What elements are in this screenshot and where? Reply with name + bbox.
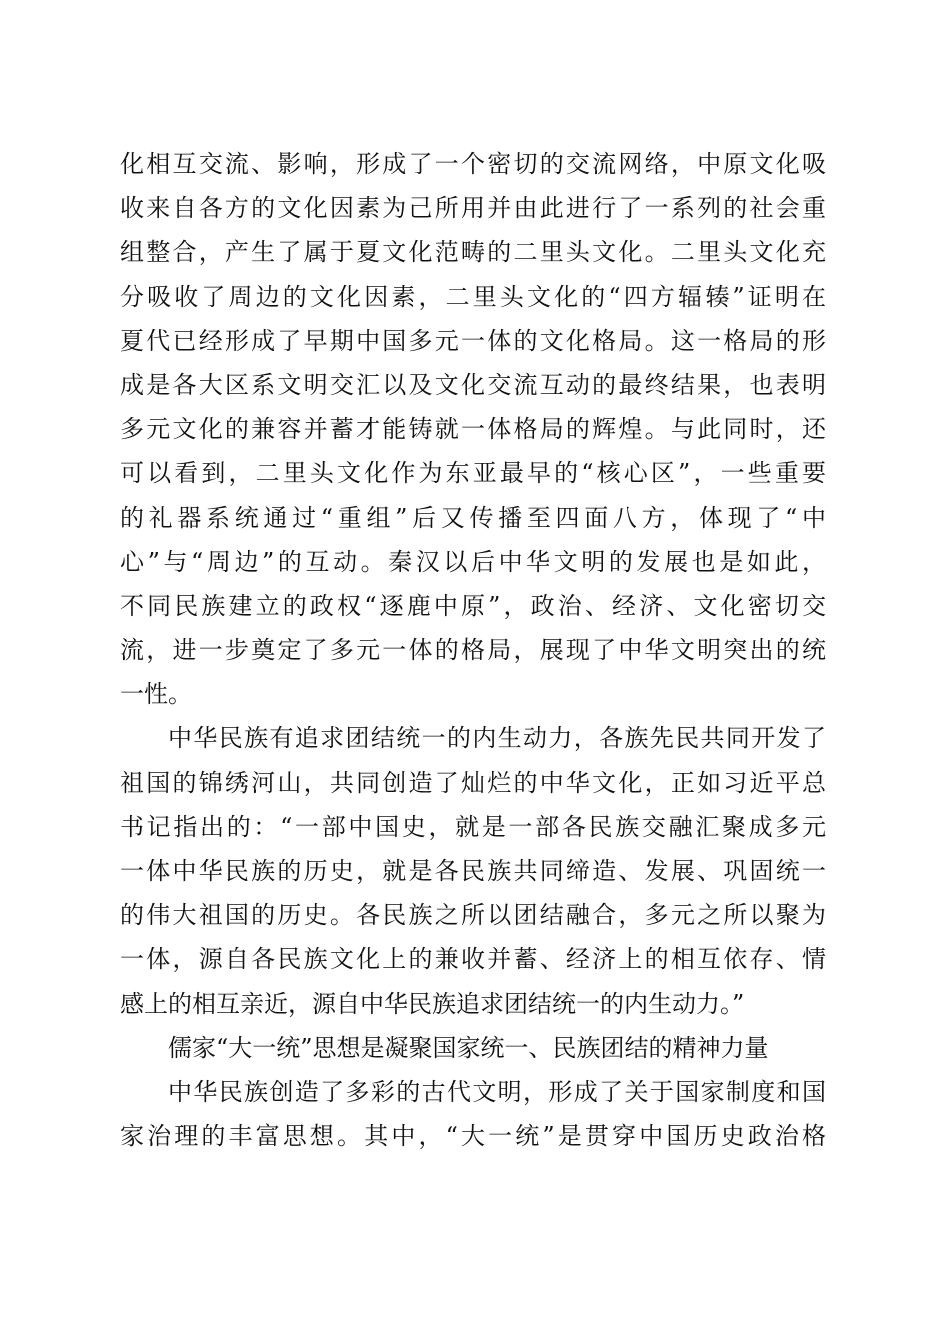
document-body [120,142,826,1158]
text-line: 感上的相互亲近，源自中华民族追求团结统一的内生动力。” [120,989,745,1018]
text-line: 可以看到，二里头文化作为东亚最早的“核心区”，一些重要 [120,459,826,488]
text-line: 的伟大祖国的历史。各民族之所以团结融合，多元之所以聚为 [120,901,826,930]
text-line: 中华民族有追求团结统一的内生动力，各族先民共同开发了 [168,724,826,753]
text-line: 一性。 [120,680,192,709]
text-line: 一体中华民族的历史，就是各民族共同缔造、发展、巩固统一 [120,857,826,885]
text-line: 书记指出的：“一部中国史，就是一部各民族交融汇聚成多元 [120,812,826,841]
text-line: 收来自各方的文化因素为己所用并由此进行了一系列的社会重 [120,194,826,223]
text-line: 不同民族建立的政权“逐鹿中原”，政治、经济、文化密切交 [120,591,826,620]
text-line: 流，进一步奠定了多元一体的格局，展现了中华文明突出的统 [120,636,826,665]
text-line: 化相互交流、影响，形成了一个密切的交流网络，中原文化吸 [120,150,826,178]
text-line: 多元文化的兼容并蓄才能铸就一体格局的辉煌。与此同时，还 [120,415,826,444]
text-line: 分吸收了周边的文化因素，二里头文化的“四方辐辏”证明在 [120,282,826,311]
text-line: 成是各大区系文明交汇以及文化交流互动的最终结果，也表明 [120,370,826,399]
text-line: 一体，源自各民族文化上的兼收并蓄、经济上的相互依存、情 [120,945,826,974]
text-line: 的礼器系统通过“重组”后又传播至四面八方，体现了“中 [120,503,826,532]
text-line: 夏代已经形成了早期中国多元一体的文化格局。这一格局的形 [120,326,826,355]
text-line: 组整合，产生了属于夏文化范畴的二里头文化。二里头文化充 [120,238,826,267]
section-heading: 儒家“大一统”思想是凝聚国家统一、民族团结的精神力量 [168,1033,769,1062]
text-line: 家治理的丰富思想。其中，“大一统”是贯穿中国历史政治格 [120,1122,826,1151]
text-line: 祖国的锦绣河山，共同创造了灿烂的中华文化，正如习近平总 [120,768,826,797]
text-line: 心”与“周边”的互动。秦汉以后中华文明的发展也是如此， [120,547,826,576]
text-line: 中华民族创造了多彩的古代文明，形成了关于国家制度和国 [168,1077,826,1106]
